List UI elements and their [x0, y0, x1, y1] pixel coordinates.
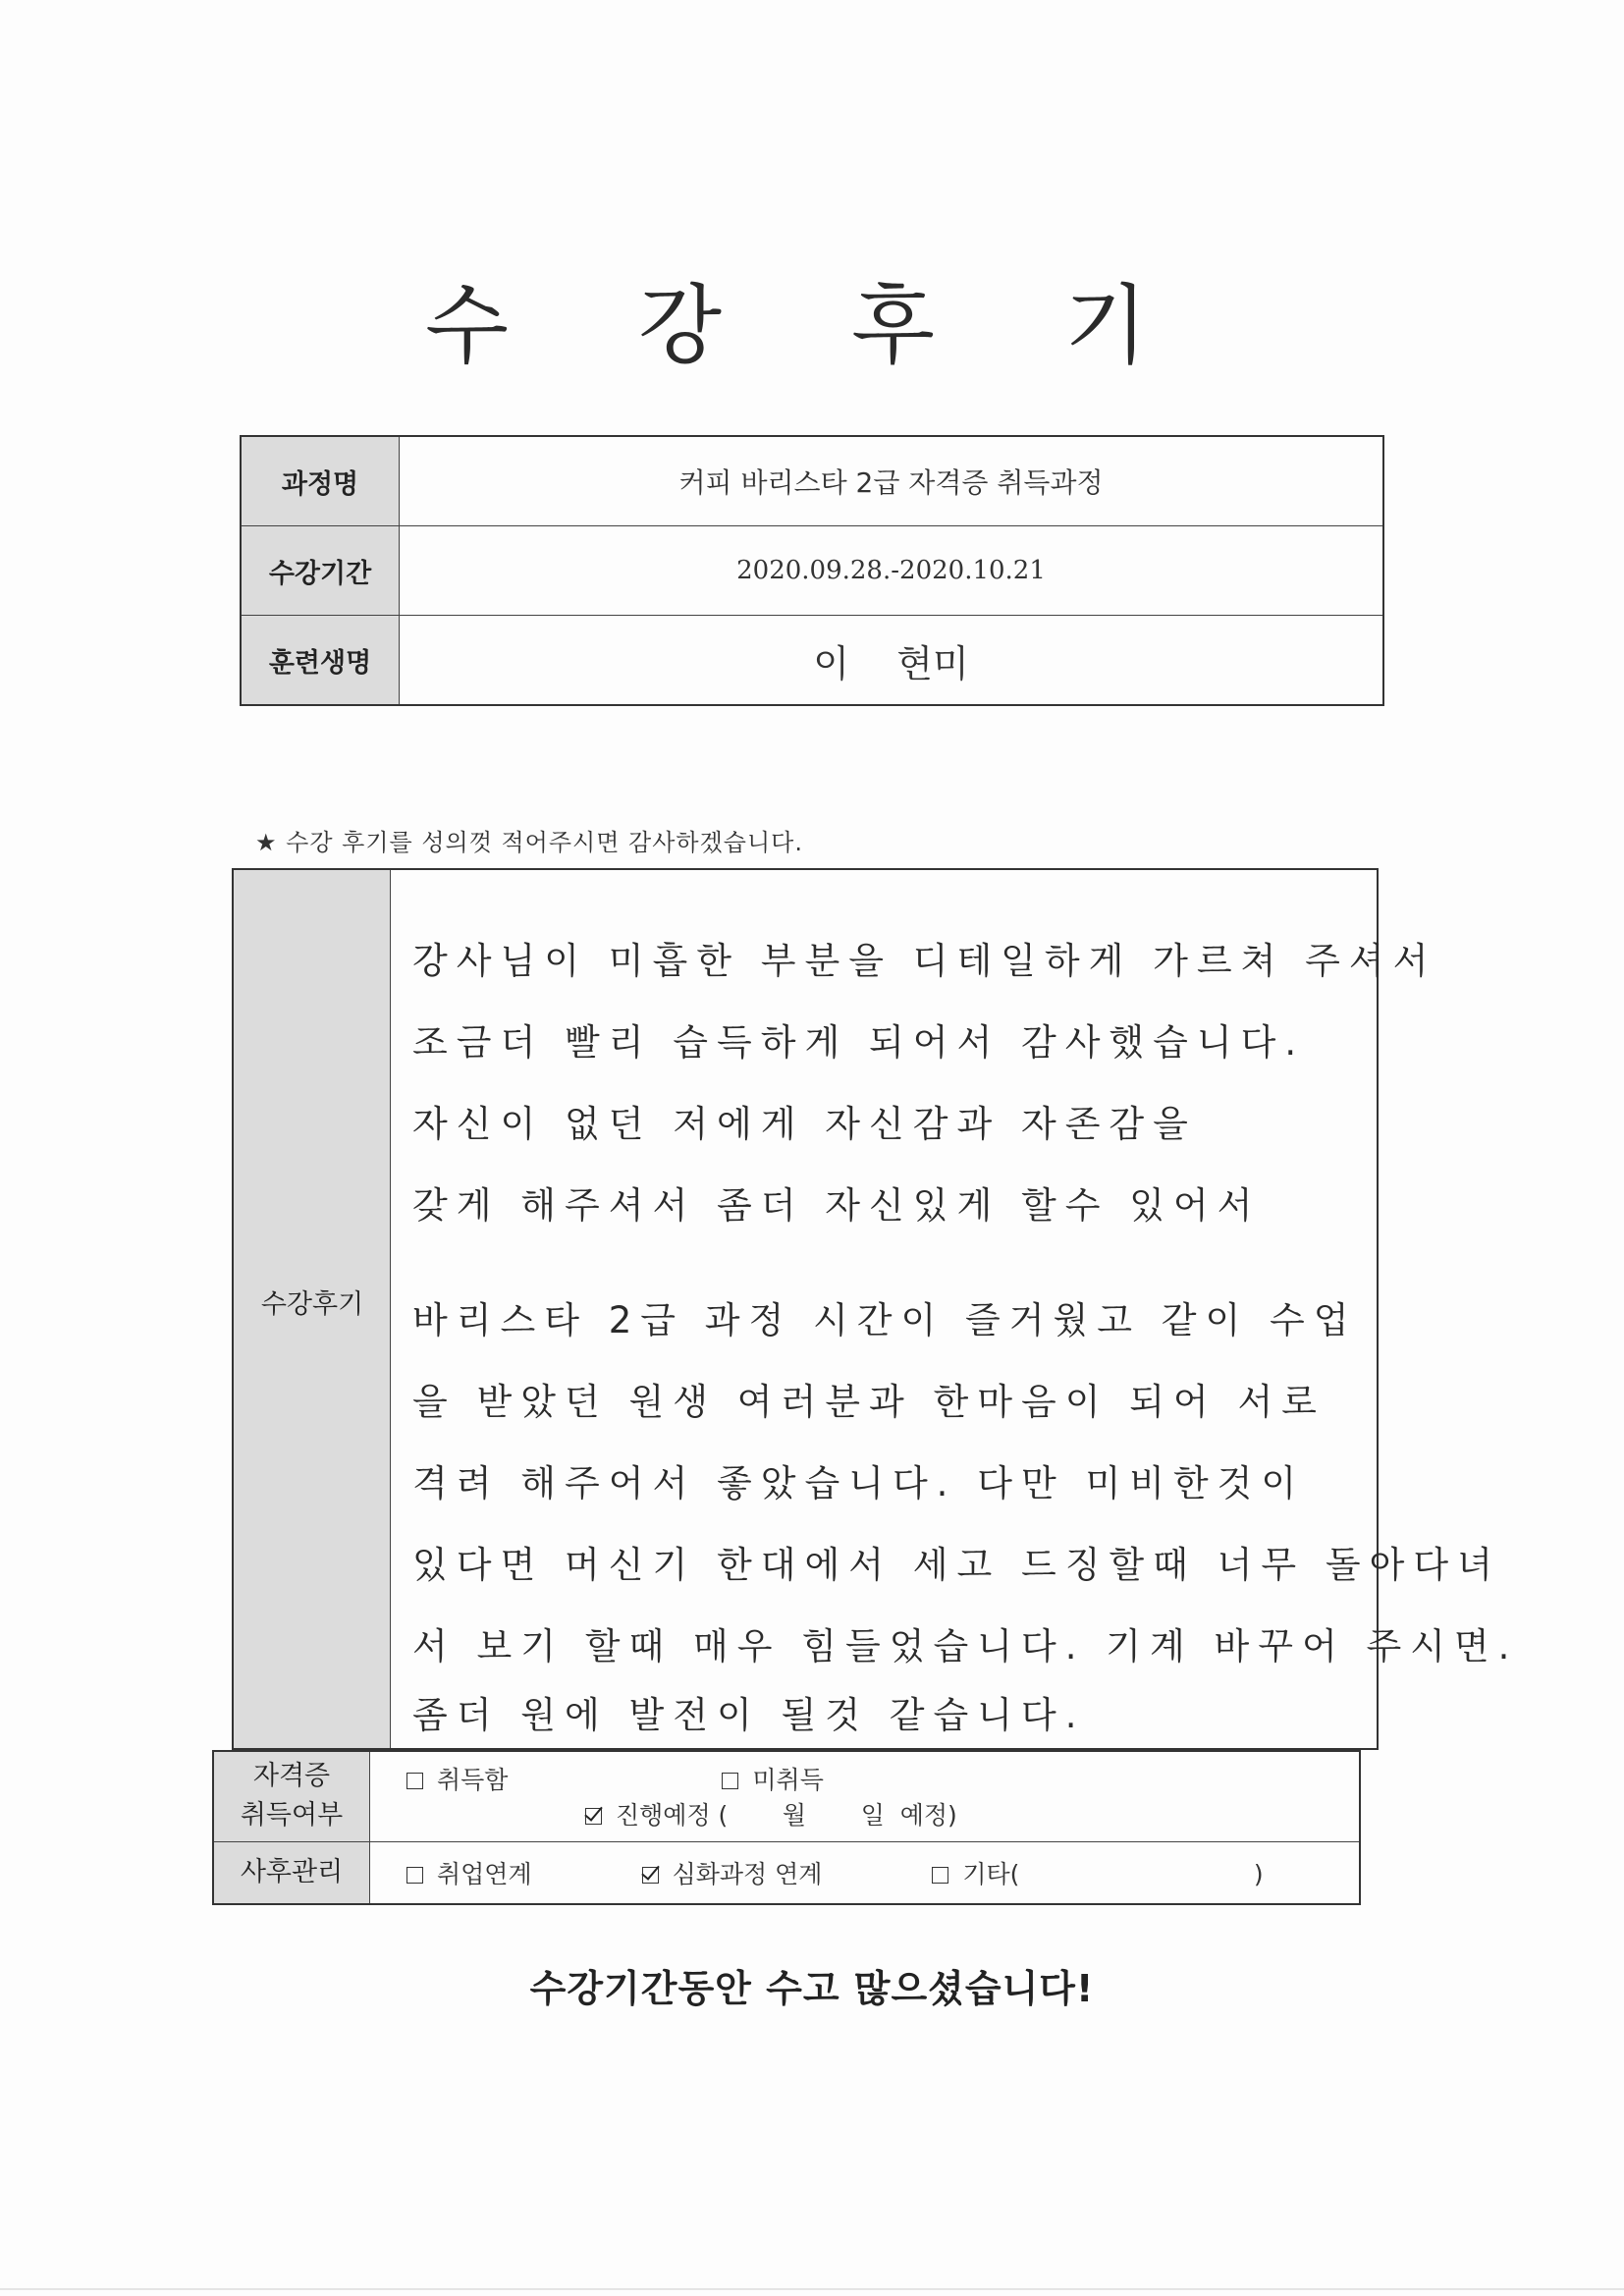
aftercare-row: [213, 1841, 1360, 1904]
certificate-row: [213, 1751, 1360, 1841]
checkbox-checked-icon[interactable]: [642, 1867, 659, 1884]
page-edge: [0, 2288, 1624, 2290]
checkbox-icon[interactable]: [406, 1867, 423, 1884]
review-line: 서 보기 할때 매우 힘들었습니다. 기계 바꾸어 주시면.: [412, 1625, 1519, 1667]
option-not-acquired[interactable]: [722, 1761, 823, 1796]
option-employment[interactable]: [406, 1855, 532, 1890]
option-acquired[interactable]: [406, 1761, 508, 1796]
trainee-name: 이 현미: [400, 616, 1384, 706]
course-info-table: [240, 435, 1384, 706]
review-line: 자신이 없던 저에게 자신감과 자존감을: [412, 1103, 1197, 1145]
trainee-row: [241, 616, 1383, 706]
option-advanced-course[interactable]: [642, 1855, 823, 1890]
review-line: 을 받았던 원생 여러분과 한마음이 되어 서로: [412, 1381, 1326, 1423]
certificate-options: [370, 1751, 1361, 1841]
course-value: 커피 바리스타 2급 자격증 취득과정: [400, 436, 1384, 526]
review-line: 좀더 원에 발전이 될것 같습니다.: [412, 1694, 1086, 1736]
certificate-label-line2: 취득여부: [240, 1800, 344, 1831]
notice-text: ★ 수강 후기를 성의껏 적어주시면 감사하겠습니다.: [255, 829, 803, 856]
review-box: [232, 868, 1519, 1750]
course-label: 과정명: [241, 436, 400, 526]
review-line: 바리스타 2급 과정 시간이 즐거웠고 같이 수업: [412, 1299, 1358, 1341]
review-line: 있다면 머신기 한대에서 세고 드징할때 너무 돌아다녀: [412, 1544, 1501, 1586]
review-line: 조금더 빨리 습득하게 되어서 감사했습니다.: [412, 1021, 1306, 1064]
review-label: 수강후기: [260, 1289, 364, 1320]
option-label: 기타( ): [962, 1859, 1264, 1888]
certificate-label: [213, 1751, 370, 1841]
certificate-label-line1: 자격증: [252, 1761, 331, 1792]
review-label-cell: [234, 870, 391, 1748]
aftercare-label: 사후관리: [213, 1841, 370, 1904]
checkbox-checked-icon[interactable]: [585, 1808, 602, 1825]
aftercare-options: [370, 1841, 1361, 1904]
period-value: 2020.09.28.-2020.10.21: [400, 526, 1384, 616]
period-label: 수강기간: [241, 526, 400, 616]
review-line: 강사님이 미흡한 부분을 디테일하게 가르쳐 주셔서: [412, 940, 1437, 982]
option-label: 진행예정 ( 월 일 예정): [616, 1801, 957, 1831]
page-title: 수 강 후 기: [425, 275, 1199, 376]
option-other[interactable]: [932, 1855, 1263, 1890]
period-row: [241, 526, 1383, 616]
option-label: 심화과정 연계: [672, 1859, 823, 1888]
option-label: 미취득: [752, 1766, 824, 1795]
option-label: 취득함: [437, 1766, 509, 1795]
checkbox-icon[interactable]: [932, 1867, 948, 1884]
checkbox-icon[interactable]: [722, 1773, 738, 1789]
review-line: 격려 해주어서 좋았습니다. 다만 미비한것이: [412, 1462, 1306, 1504]
course-row: [241, 436, 1383, 526]
option-in-progress[interactable]: [585, 1796, 957, 1831]
checkbox-icon[interactable]: [406, 1773, 423, 1789]
review-line: 갖게 해주셔서 좀더 자신있게 할수 있어서: [412, 1184, 1262, 1227]
closing-message: 수강기간동안 수고 많으셨습니다!: [529, 1967, 1095, 2010]
status-table: [212, 1750, 1361, 1905]
option-label: 취업연계: [437, 1859, 532, 1888]
trainee-label: 훈련생명: [241, 616, 400, 706]
